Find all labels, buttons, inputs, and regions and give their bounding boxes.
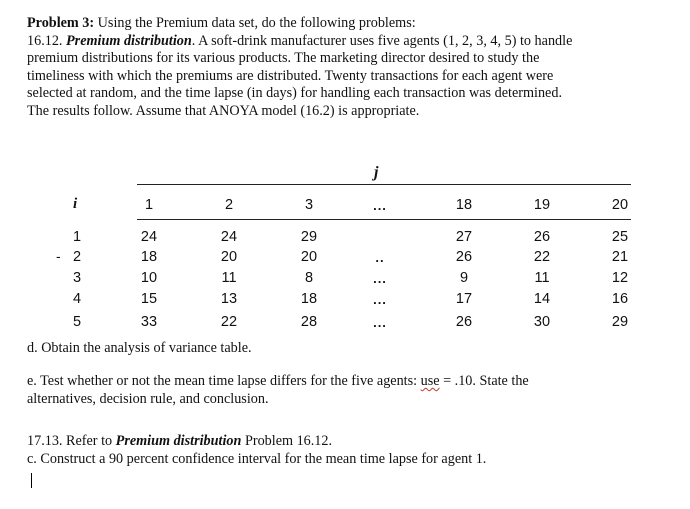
column-variable-label: j bbox=[374, 164, 379, 181]
column-header-1: 1 bbox=[144, 197, 154, 213]
table-cell-r4-c5: 17 bbox=[455, 291, 473, 307]
part-e-symbol: use bbox=[420, 373, 440, 389]
table-cell-r4-c6: 14 bbox=[533, 291, 551, 307]
table-cell-r5-c7: 29 bbox=[611, 314, 629, 330]
table-cell-r4-c1: 15 bbox=[140, 291, 158, 307]
column-header-6: 19 bbox=[533, 197, 551, 213]
problem-heading-line bbox=[27, 15, 572, 33]
problem-heading: Problem 3: bbox=[27, 15, 95, 31]
table-cell-r3-c7: 12 bbox=[611, 270, 629, 286]
problem-line-5: The results follow. Assume that ANOYA model (16.2) is appropriate. bbox=[27, 102, 420, 119]
table-cell-r5-c5: 26 bbox=[455, 314, 473, 330]
problem-line-1 bbox=[27, 33, 572, 51]
followup-line-1 bbox=[27, 433, 486, 451]
table-cell-r3-c3: 8 bbox=[304, 270, 314, 286]
problem-number: 16.12. bbox=[27, 32, 67, 49]
column-header-3: 3 bbox=[304, 197, 314, 213]
column-header-4: ... bbox=[373, 198, 387, 213]
row-variable-label: i bbox=[73, 196, 78, 212]
table-cell-r3-c6: 11 bbox=[534, 270, 550, 286]
table-cell-r5-c1: 33 bbox=[140, 314, 158, 330]
table-cell-r2-c1: 18 bbox=[140, 249, 158, 265]
table-cell-r2-c4: .. bbox=[375, 250, 385, 265]
table-cell-r2-c5: 26 bbox=[455, 249, 473, 265]
table-cell-r1-c7: 25 bbox=[611, 229, 629, 245]
table-cell-r3-c2: 11 bbox=[221, 270, 237, 286]
part-e bbox=[27, 373, 529, 408]
problem-statement bbox=[27, 15, 572, 121]
followup-prefix: 17.13. Refer to bbox=[27, 433, 116, 449]
problem-line-1-rest: . A soft-drink manufacturer uses five agents (1, 2, 3, 4, 5) to handle bbox=[191, 32, 573, 49]
part-e-after: = .10. State the bbox=[439, 373, 529, 389]
followup-line-2: c. Construct a 90 percent confidence interval for the mean time lapse for agent 1. bbox=[27, 450, 487, 467]
table-cell-r4-c2: 13 bbox=[220, 291, 238, 307]
problem-line-2: premium distributions for its various products. The marketing director desired to study the bbox=[27, 50, 540, 67]
table-cell-r2-c3: 20 bbox=[300, 249, 318, 265]
table-cell-r3-c5: 9 bbox=[459, 270, 469, 286]
row-index-3: 3 bbox=[72, 270, 82, 286]
part-e-line-1 bbox=[27, 373, 529, 391]
followup-title: Premium distribution bbox=[115, 433, 242, 449]
table-header-rule bbox=[137, 219, 631, 220]
table-cell-r1-c1: 24 bbox=[140, 229, 158, 245]
table-cell-r3-c4: ... bbox=[373, 271, 387, 286]
table-cell-r2-c2: 20 bbox=[220, 249, 238, 265]
table-cell-r2-c7: 21 bbox=[611, 249, 629, 265]
problem-line-4: selected at random, and the time lapse (in days) for handling each transaction was determined. bbox=[27, 85, 562, 102]
row-index-4: 4 bbox=[72, 291, 82, 307]
table-cell-r5-c2: 22 bbox=[220, 314, 238, 330]
table-cell-r4-c4: ... bbox=[373, 292, 387, 307]
text-cursor[interactable] bbox=[31, 473, 32, 488]
table-cell-r5-c3: 28 bbox=[300, 314, 318, 330]
table-cell-r1-c5: 27 bbox=[455, 229, 473, 245]
row-marker: - bbox=[56, 248, 61, 264]
table-cell-r4-c3: 18 bbox=[300, 291, 318, 307]
row-index-1: 1 bbox=[72, 229, 82, 245]
table-cell-r5-c4: ... bbox=[373, 315, 387, 330]
column-header-5: 18 bbox=[455, 197, 473, 213]
row-index-5: 5 bbox=[72, 314, 82, 330]
followup-suffix: Problem 16.12. bbox=[241, 433, 333, 449]
part-e-before: e. Test whether or not the mean time lapse differs for the five agents: bbox=[27, 373, 421, 389]
table-cell-r3-c1: 10 bbox=[140, 270, 158, 286]
part-e-line-2: alternatives, decision rule, and conclusion. bbox=[27, 390, 269, 407]
part-d: d. Obtain the analysis of variance table. bbox=[27, 340, 252, 356]
followup-problem bbox=[27, 433, 486, 468]
problem-line-3: timeliness with which the premiums are distributed. Twenty transactions for each agent were bbox=[27, 67, 554, 84]
table-cell-r4-c7: 16 bbox=[611, 291, 629, 307]
problem-title: Premium distribution bbox=[66, 32, 192, 49]
table-cell-r1-c2: 24 bbox=[220, 229, 238, 245]
column-header-7: 20 bbox=[611, 197, 629, 213]
row-index-2: 2 bbox=[72, 249, 82, 265]
table-top-rule bbox=[137, 184, 631, 185]
table-cell-r5-c6: 30 bbox=[533, 314, 551, 330]
table-cell-r1-c3: 29 bbox=[300, 229, 318, 245]
problem-heading-rest: Using the Premium data set, do the following problems: bbox=[94, 15, 416, 31]
column-header-2: 2 bbox=[224, 197, 234, 213]
table-cell-r2-c6: 22 bbox=[533, 249, 551, 265]
table-cell-r1-c6: 26 bbox=[533, 229, 551, 245]
